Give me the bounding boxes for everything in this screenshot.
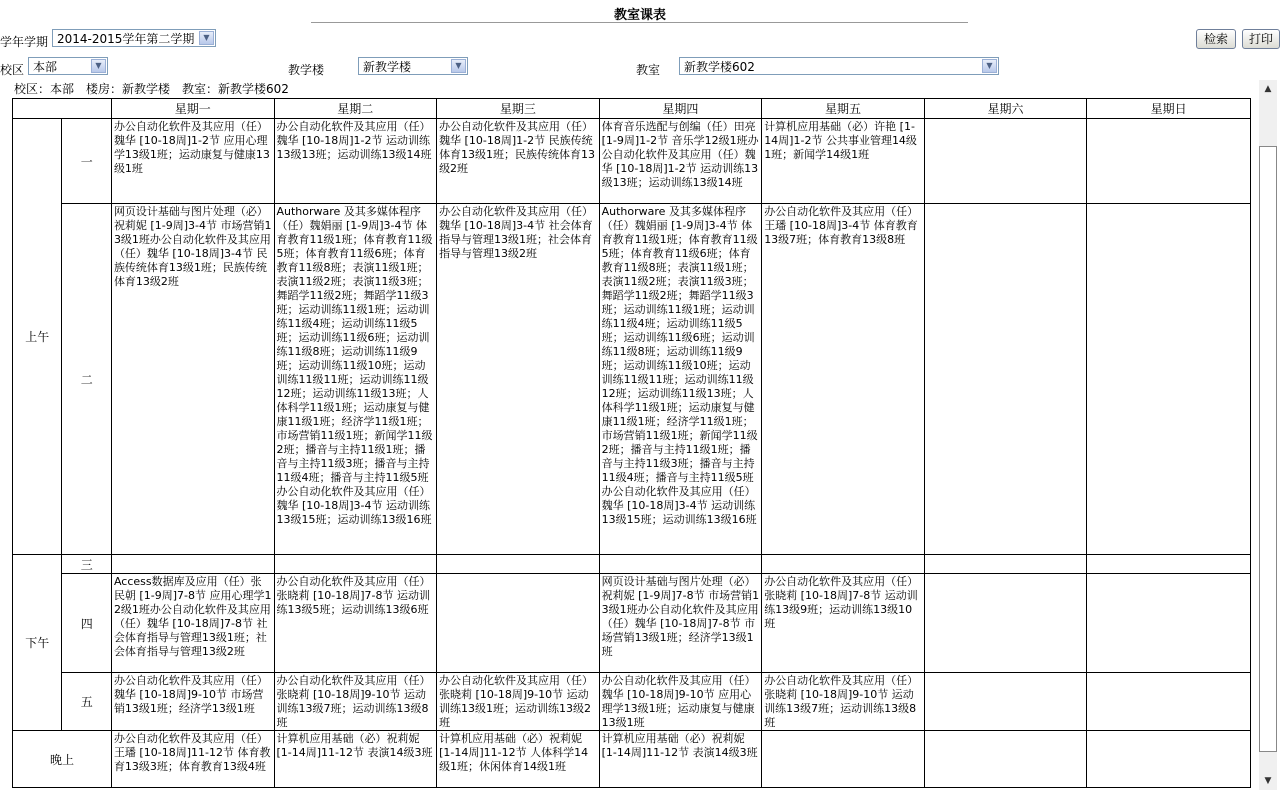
schedule-cell	[1087, 555, 1251, 574]
schedule-cell	[274, 555, 437, 574]
day-header: 星期六	[924, 99, 1087, 119]
campus-label: 校区	[0, 63, 25, 77]
schedule-cell: 体育音乐选配与创编（任）田亮 [1-9周]1-2节 音乐学12级1班办公自动化软件及其应用（任）魏华 [10-18周]1-2节 运动训练13级13班；运动训练13级14班	[599, 119, 762, 204]
scrollbar-thumb[interactable]	[1259, 146, 1277, 752]
schedule-cell: 办公自动化软件及其应用（任）张晓莉 [10-18周]7-8节 运动训练13级5班；运动训练13级6班	[274, 574, 437, 673]
schedule-cell: 办公自动化软件及其应用（任）张晓莉 [10-18周]9-10节 运动训练13级1班；运动训练13级2班	[437, 673, 600, 731]
schedule-cell	[762, 731, 925, 788]
term-label: 学年学期	[0, 35, 49, 49]
period-row	[13, 204, 1251, 555]
campus-select[interactable]	[28, 57, 108, 75]
timetable	[12, 98, 1251, 788]
schedule-cell	[924, 731, 1087, 788]
chevron-down-icon: ▼	[982, 59, 997, 73]
schedule-cell	[1087, 673, 1251, 731]
schedule-cell: 办公自动化软件及其应用（任）王璠 [10-18周]11-12节 体育教育13级3班；体育教育13级4班	[111, 731, 274, 788]
schedule-cell: Authorware 及其多媒体程序（任）魏娟丽 [1-9周]3-4节 体育教育11级1班；体育教育11级5班；体育教育11级6班；体育教育11级8班；表演11级1班；表演11级2班；表演11级3班；舞蹈学11级2班；舞蹈学11级3班；运动训练11级1班；运动训练11级4班；运动训练11级5班；运动训练11级6班；运动训练11级8班；运动训练11级9班；运动训练11级10班；运动训练11级11班；运动训练11级12班；运动训练11级13班；人体科学11级1班；运动康复与健康11级1班；经济学11级1班；市场营销11级1班；新闻学11级2班；播音与主持11级1班；播音与主持11级3班；播音与主持11级4班；播音与主持11级5班办公自动化软件及其应用（任）魏华 [10-18周]3-4节 运动训练13级15班；运动训练13级16班	[274, 204, 437, 555]
schedule-cell: 办公自动化软件及其应用（任）魏华 [10-18周]3-4节 社会体育指导与管理13级1班；社会体育指导与管理13级2班	[437, 204, 600, 555]
morning-label: 上午	[13, 119, 62, 555]
term-select-value: 2014-2015学年第二学期	[57, 32, 195, 46]
schedule-cell	[762, 555, 925, 574]
schedule-cell: 办公自动化软件及其应用（任）魏华 [10-18周]1-2节 民族传统体育13级1班；民族传统体育13级2班	[437, 119, 600, 204]
schedule-cell: Authorware 及其多媒体程序（任）魏娟丽 [1-9周]3-4节 体育教育11级1班；体育教育11级5班；体育教育11级6班；体育教育11级8班；表演11级1班；表演11级2班；表演11级3班；舞蹈学11级2班；舞蹈学11级3班；运动训练11级1班；运动训练11级4班；运动训练11级5班；运动训练11级6班；运动训练11级8班；运动训练11级9班；运动训练11级10班；运动训练11级11班；运动训练11级12班；运动训练11级13班；人体科学11级1班；运动康复与健康11级1班；经济学11级1班；市场营销11级1班；新闻学11级2班；播音与主持11级1班；播音与主持11级3班；播音与主持11级4班；播音与主持11级5班办公自动化软件及其应用（任）魏华 [10-18周]3-4节 运动训练13级15班；运动训练13级16班	[599, 204, 762, 555]
day-header: 星期日	[1087, 99, 1251, 119]
period-label: 三	[62, 555, 111, 574]
room-select[interactable]	[679, 57, 999, 75]
page-title: 教室课表	[613, 8, 666, 23]
schedule-cell	[599, 555, 762, 574]
breadcrumb: 校区：本部 楼房：新教学楼 教室：新教学楼602	[14, 82, 289, 96]
schedule-cell: 办公自动化软件及其应用（任）魏华 [10-18周]1-2节 运动训练13级13班；运动训练13级14班	[274, 119, 437, 204]
schedule-cell: 计算机应用基础（必）祝莉妮 [1-14周]11-12节 表演14级3班	[599, 731, 762, 788]
chevron-down-icon: ▼	[91, 59, 106, 73]
schedule-cell: Access数据库及应用（任）张民朝 [1-9周]7-8节 应用心理学12级1班办公自动化软件及其应用（任）魏华 [10-18周]7-8节 社会体育指导与管理13级1班；社会体育指导与管理13级2班	[111, 574, 274, 673]
chevron-down-icon: ▼	[451, 59, 466, 73]
schedule-cell: 办公自动化软件及其应用（任）张晓莉 [10-18周]7-8节 运动训练13级9班；运动训练13级10班	[762, 574, 925, 673]
schedule-cell	[1087, 119, 1251, 204]
period-label: 二	[62, 204, 111, 555]
schedule-cell: 网页设计基础与图片处理（必）祝莉妮 [1-9周]7-8节 市场营销13级1班办公自动化软件及其应用（任）魏华 [10-18周]7-8节 市场营销13级1班；经济学13级1班	[599, 574, 762, 673]
room-label: 教室	[636, 63, 661, 77]
schedule-cell	[1087, 204, 1251, 555]
campus-select-value: 本部	[33, 60, 58, 74]
print-button[interactable]: 打印	[1242, 29, 1280, 49]
evening-label: 晚上	[13, 731, 112, 788]
building-select-value: 新教学楼	[363, 60, 412, 74]
schedule-cell: 计算机应用基础（必）许艳 [1-14周]1-2节 公共事业管理14级1班；新闻学14级1班	[762, 119, 925, 204]
schedule-cell	[437, 555, 600, 574]
period-row	[13, 555, 1251, 574]
building-select[interactable]	[358, 57, 468, 75]
day-header: 星期二	[274, 99, 437, 119]
schedule-cell: 网页设计基础与图片处理（必）祝莉妮 [1-9周]3-4节 市场营销13级1班办公自动化软件及其应用（任）魏华 [10-18周]3-4节 民族传统体育13级1班；民族传统体育13级2班	[111, 204, 274, 555]
schedule-cell: 计算机应用基础（必）祝莉妮 [1-14周]11-12节 表演14级3班	[274, 731, 437, 788]
schedule-cell: 办公自动化软件及其应用（任）王璠 [10-18周]3-4节 体育教育13级7班；体育教育13级8班	[762, 204, 925, 555]
period-label: 五	[62, 673, 111, 731]
schedule-cell	[111, 555, 274, 574]
scroll-up-icon[interactable]: ▲	[1264, 84, 1272, 94]
schedule-cell: 办公自动化软件及其应用（任）魏华 [10-18周]9-10节 应用心理学13级1班；运动康复与健康13级1班	[599, 673, 762, 731]
building-label: 教学楼	[288, 63, 325, 77]
schedule-cell: 办公自动化软件及其应用（任）张晓莉 [10-18周]9-10节 运动训练13级7班；运动训练13级8班	[762, 673, 925, 731]
day-header: 星期四	[599, 99, 762, 119]
schedule-cell: 办公自动化软件及其应用（任）魏华 [10-18周]9-10节 市场营销13级1班；经济学13级1班	[111, 673, 274, 731]
schedule-cell	[924, 119, 1087, 204]
period-label: 四	[62, 574, 111, 673]
day-header: 星期五	[762, 99, 925, 119]
period-row	[13, 119, 1251, 204]
schedule-cell	[924, 574, 1087, 673]
schedule-cell	[437, 574, 600, 673]
schedule-cell: 计算机应用基础（必）祝莉妮 [1-14周]11-12节 人体科学14级1班；休闲体育14级1班	[437, 731, 600, 788]
room-select-value: 新教学楼602	[684, 60, 755, 74]
schedule-cell	[924, 673, 1087, 731]
schedule-cell	[924, 555, 1087, 574]
chevron-down-icon: ▼	[199, 31, 214, 45]
title-divider	[311, 22, 968, 23]
search-button[interactable]: 检索	[1196, 29, 1236, 49]
schedule-cell: 办公自动化软件及其应用（任）魏华 [10-18周]1-2节 应用心理学13级1班；运动康复与健康13级1班	[111, 119, 274, 204]
day-header: 星期三	[437, 99, 600, 119]
period-row	[13, 731, 1251, 788]
scroll-down-icon[interactable]: ▼	[1264, 776, 1272, 786]
schedule-cell	[924, 204, 1087, 555]
header-row	[13, 99, 1251, 119]
schedule-cell: 办公自动化软件及其应用（任）张晓莉 [10-18周]9-10节 运动训练13级7班；运动训练13级8班	[274, 673, 437, 731]
afternoon-label: 下午	[13, 555, 62, 731]
schedule-cell	[1087, 574, 1251, 673]
term-select[interactable]	[52, 29, 216, 47]
day-header: 星期一	[111, 99, 274, 119]
schedule-cell	[1087, 731, 1251, 788]
corner-cell	[13, 99, 112, 119]
period-row	[13, 673, 1251, 731]
period-label: 一	[62, 119, 111, 204]
period-row	[13, 574, 1251, 673]
